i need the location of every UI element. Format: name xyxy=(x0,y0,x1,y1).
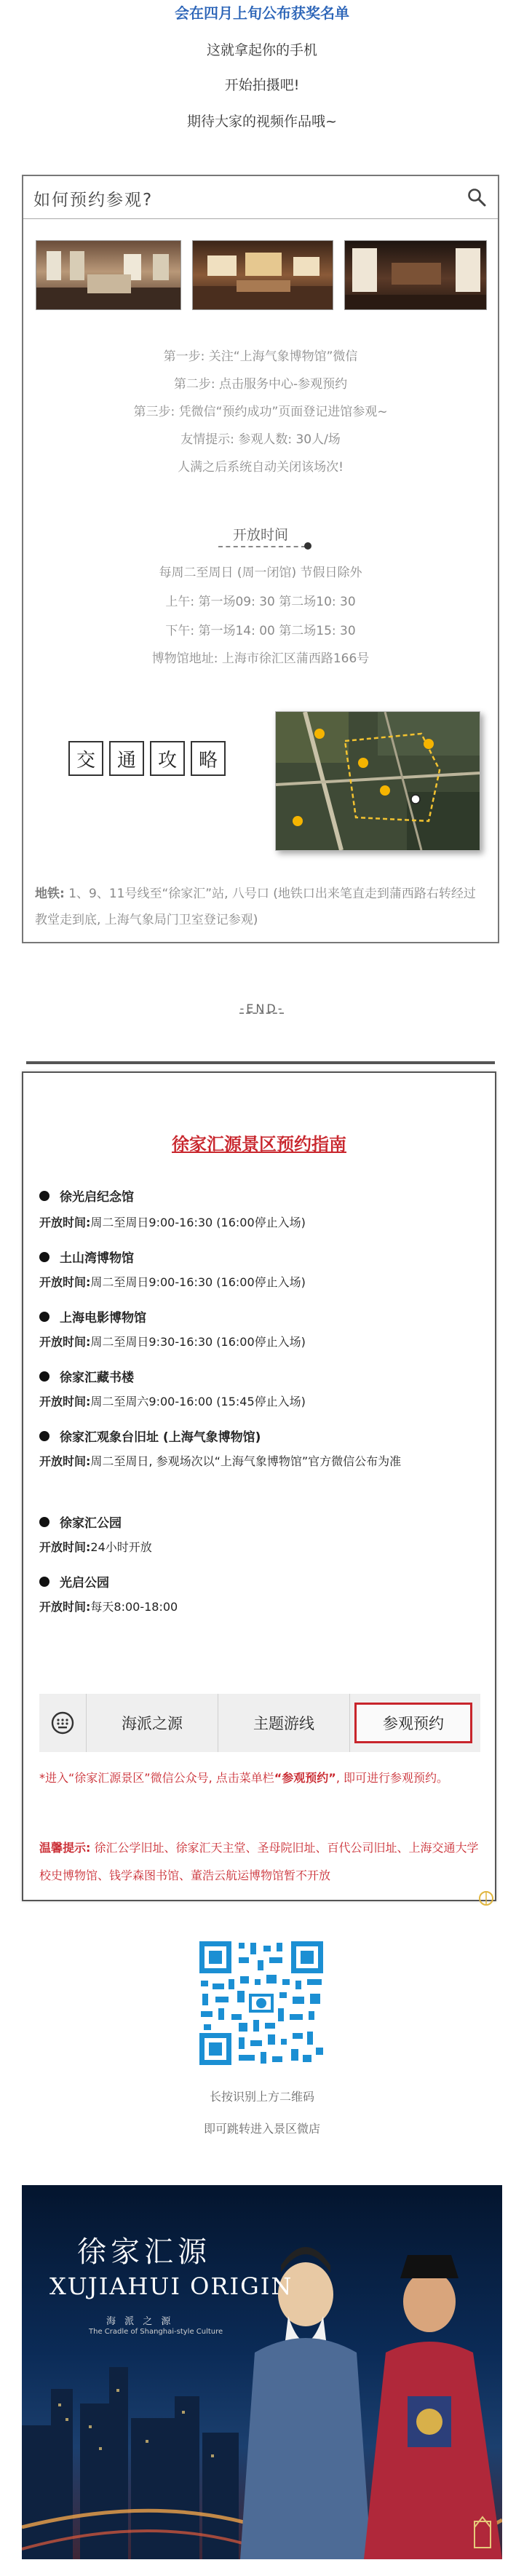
keyboard-icon xyxy=(49,1710,76,1736)
location-map xyxy=(275,711,480,851)
header-line-1: 这就拿起你的手机 xyxy=(206,42,317,58)
venue-name-text: 徐家汇藏书楼 xyxy=(60,1371,134,1385)
bullet-icon xyxy=(39,1371,49,1382)
booking-box-title: 如何预约参观? xyxy=(33,191,154,210)
traffic-char: 交 xyxy=(68,741,103,776)
step-1: 第一步: 关注“上海气象博物馆”微信 xyxy=(163,349,358,364)
hours-text: 周二至周六9:00-16:00 (15:45停止入场) xyxy=(90,1395,306,1408)
metro-text: 1、9、11号线至“徐家汇”站, 八号口 (地铁口出来笔直走到蒲西路右转经过教堂走到底, 上海气象局门卫室登记参观) xyxy=(35,887,476,927)
venue-name-text: 上海电影博物馆 xyxy=(60,1311,146,1325)
xujiahui-guide-box xyxy=(22,1071,496,1901)
hours-text: 24小时开放 xyxy=(90,1540,152,1554)
xujiahui-poster xyxy=(22,2185,502,2559)
bullet-icon xyxy=(39,1577,49,1587)
bullet-icon xyxy=(39,1191,49,1201)
metro-directions xyxy=(35,881,486,933)
venue-name xyxy=(39,1248,134,1266)
traffic-char: 略 xyxy=(191,741,226,776)
bullet-icon xyxy=(39,1312,49,1322)
traffic-char: 攻 xyxy=(150,741,185,776)
venue-hours xyxy=(39,1269,476,1296)
guide-title: 徐家汇源景区预约指南 xyxy=(172,1134,346,1154)
poster-title-cn: 徐家汇源 xyxy=(77,2235,211,2269)
qr-caption-2: 即可跳转进入景区微店 xyxy=(203,2122,320,2136)
museum-photo-1 xyxy=(36,240,181,310)
note-prefix: *进入“徐家汇源景区”微信公众号, 点击菜单栏 xyxy=(39,1771,274,1785)
bullet-icon xyxy=(39,1431,49,1441)
hours-label: 开放时间: xyxy=(39,1454,91,1468)
poster-subtitle-en: The Cradle of Shanghai-style Culture xyxy=(89,2328,223,2336)
venue-name xyxy=(39,1572,109,1590)
venue-hours xyxy=(39,1389,476,1415)
traffic-char: 通 xyxy=(109,741,144,776)
hours-text: 每天8:00-18:00 xyxy=(90,1600,178,1614)
menu-item-haipai[interactable]: 海派之源 xyxy=(87,1694,218,1752)
hours-label: 开放时间: xyxy=(39,1395,91,1408)
warm-tip-label: 温馨提示: xyxy=(39,1841,91,1855)
hours-text: 周二至周日, 参观场次以“上海气象博物馆”官方微信公布为准 xyxy=(90,1454,402,1468)
open-time-divider xyxy=(218,546,306,547)
bullet-icon xyxy=(39,1517,49,1527)
venue-hours xyxy=(39,1210,476,1236)
venue-name-text: 土山湾博物馆 xyxy=(60,1251,134,1266)
museum-address: 博物馆地址: 上海市徐汇区蒲西路166号 xyxy=(151,651,370,666)
bullet-icon xyxy=(39,1252,49,1262)
search-icon[interactable] xyxy=(466,186,488,208)
museum-photo-3 xyxy=(344,240,487,310)
qr-code[interactable] xyxy=(196,1938,326,2068)
booking-info-box xyxy=(22,175,499,943)
venue-name xyxy=(39,1427,261,1445)
step-3: 第三步: 凭微信“预约成功”页面登记进馆参观~ xyxy=(133,405,388,419)
end-mark-text: -END- xyxy=(239,1002,285,1015)
open-time-title: 开放时间 xyxy=(232,527,288,543)
warm-tip xyxy=(39,1834,479,1890)
afternoon-sessions: 下午: 第一场14: 00 第二场15: 30 xyxy=(165,624,356,638)
venue-hours xyxy=(39,1534,476,1561)
sparkle-icon xyxy=(476,1888,496,1909)
menu-item-visit-booking[interactable]: 参观预约 xyxy=(354,1703,472,1743)
guide-box-top-rule xyxy=(26,1061,495,1064)
note-bold: “参观预约” xyxy=(274,1771,336,1785)
venue-name-text: 徐家汇观象台旧址 (上海气象博物馆) xyxy=(60,1430,261,1445)
hours-text: 周二至周日9:00-16:30 (16:00停止入场) xyxy=(90,1216,306,1229)
announce-text: 会在四月上旬公布获奖名单 xyxy=(175,4,349,22)
qr-caption-1: 长按识别上方二维码 xyxy=(209,2090,314,2104)
poster-subtitle-cn: 海 派 之 源 xyxy=(106,2316,174,2327)
venue-hours xyxy=(39,1594,476,1620)
warm-tip-text: 徐汇公学旧址、徐家汇天主堂、圣母院旧址、百代公司旧址、上海交通大学校史博物馆、钱学森图书馆、董浩云航运博物馆暂不开放 xyxy=(39,1841,479,1882)
venue-name xyxy=(39,1367,134,1385)
venue-hours xyxy=(39,1329,476,1355)
metro-label: 地铁: xyxy=(35,887,65,901)
booking-box-header xyxy=(23,176,498,219)
venue-hours xyxy=(39,1448,476,1475)
hours-label: 开放时间: xyxy=(39,1335,91,1349)
hours-label: 开放时间: xyxy=(39,1275,91,1289)
tip-auto-close: 人满之后系统自动关闭该场次! xyxy=(178,460,344,475)
hours-text: 周二至周日9:30-16:30 (16:00停止入场) xyxy=(90,1335,306,1349)
poster-title-en: XUJIAHUI ORIGIN xyxy=(49,2272,293,2300)
hours-label: 开放时间: xyxy=(39,1600,91,1614)
open-time-dot xyxy=(304,542,311,550)
note-suffix: , 即可进行参观预约。 xyxy=(336,1771,448,1785)
hours-label: 开放时间: xyxy=(39,1216,91,1229)
keyboard-toggle[interactable] xyxy=(39,1694,87,1752)
step-2: 第二步: 点击服务中心-参观预约 xyxy=(173,377,348,392)
venue-name xyxy=(39,1513,122,1531)
booking-note xyxy=(39,1764,479,1792)
venue-name xyxy=(39,1307,146,1325)
end-mark xyxy=(0,1002,524,1015)
venue-name xyxy=(39,1186,134,1205)
morning-sessions: 上午: 第一场09: 30 第二场10: 30 xyxy=(165,595,356,609)
header-line-2: 开始拍摄吧! xyxy=(224,77,300,93)
hours-text: 周二至周日9:00-16:30 (16:00停止入场) xyxy=(90,1275,306,1289)
venue-name-text: 光启公园 xyxy=(60,1576,109,1590)
tip-capacity: 友情提示: 参观人数: 30人/场 xyxy=(180,432,341,447)
menu-item-theme-routes[interactable]: 主题游线 xyxy=(218,1694,350,1752)
open-days: 每周二至周日 (周一闭馆) 节假日除外 xyxy=(159,566,362,580)
venue-name-text: 徐光启纪念馆 xyxy=(60,1190,134,1205)
venue-name-text: 徐家汇公园 xyxy=(60,1516,122,1531)
hours-label: 开放时间: xyxy=(39,1540,91,1554)
traffic-guide-heading xyxy=(68,741,231,776)
wechat-menu-bar xyxy=(39,1694,480,1752)
header-line-3: 期待大家的视频作品哦~ xyxy=(187,114,337,130)
museum-photo-2 xyxy=(192,240,333,310)
